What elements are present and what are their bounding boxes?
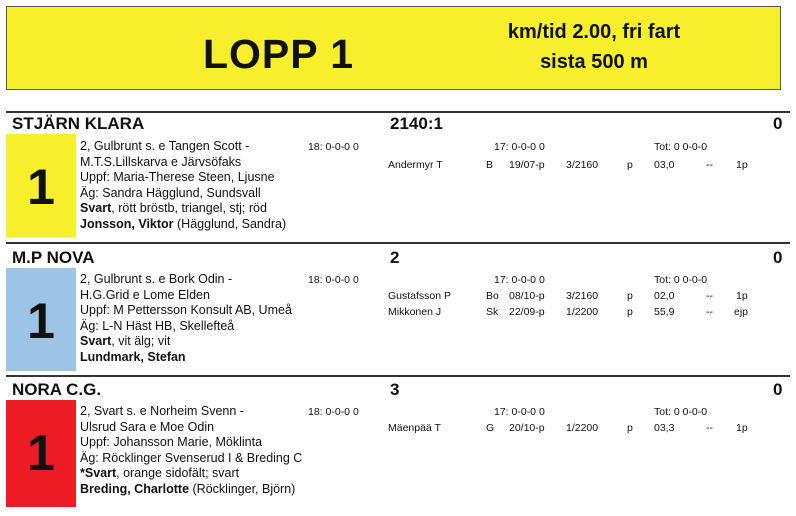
driver-line: Lundmark, Stefan (80, 349, 186, 364)
pedigree-line: Ulsrud Sara e Moe Odin (80, 419, 215, 434)
start-time: 03,0 (654, 159, 675, 171)
horse-post: 3 (390, 380, 400, 399)
driver-line: Jonsson, Viktor (Hägglund, Sandra) (80, 216, 287, 231)
start-number-box (6, 268, 76, 371)
start-driver: Andermyr T (388, 159, 443, 171)
start-p: p (627, 159, 633, 171)
start-place: 1p (736, 422, 748, 434)
horse-name: STJÄRN KLARA (12, 114, 145, 133)
start-p: p (627, 290, 633, 302)
start-number: 1 (27, 159, 55, 215)
stat-total: Tot: 0 0-0-0 (654, 141, 708, 153)
start-track: 1/2200 (566, 306, 599, 318)
start-dash: -- (706, 290, 713, 302)
stat-18: 18: 0-0-0 0 (308, 406, 359, 418)
start-place: 1p (736, 290, 748, 302)
start-number: 1 (27, 425, 55, 481)
start-code: Sk (486, 306, 499, 318)
race-title: LOPP 1 (203, 31, 355, 77)
start-track: 3/2160 (566, 290, 599, 302)
start-code: B (486, 159, 494, 171)
start-number-box (6, 134, 76, 237)
colors-line: Svart, rött bröstb, triangel, stj; röd (80, 201, 267, 215)
start-place: 1p (736, 159, 748, 171)
start-time: 03,3 (654, 422, 675, 434)
stat-17: 17: 0-0-0 0 (494, 274, 545, 286)
horse-name: M.P NOVA (12, 248, 95, 267)
breeder: Uppf: Maria-Therese Steen, Ljusne (80, 170, 275, 184)
start-driver: Gustafsson P (388, 290, 452, 302)
pedigree-line: 2, Gulbrunt s. e Tangen Scott - (80, 139, 250, 153)
stat-total: Tot: 0 0-0-0 (654, 274, 708, 286)
start-code: G (486, 422, 495, 434)
race-header (6, 6, 781, 90)
colors-line: Svart, vit älg; vit (80, 334, 171, 348)
start-time: 02,0 (654, 290, 675, 302)
horse-total: 0 (773, 380, 783, 399)
start-dash: -- (706, 159, 713, 171)
pedigree-line: H.G.Grid e Lome Elden (80, 287, 210, 302)
start-number-box (6, 400, 76, 507)
colors-line: *Svart, orange sidofält; svart (80, 466, 240, 480)
owner: Äg: Sandra Hägglund, Sundsvall (80, 185, 261, 200)
pedigree-line: 2, Gulbrunt s. e Bork Odin - (80, 272, 233, 286)
pedigree-line: M.T.S.Lillskarva e Järvsöfaks (80, 154, 242, 169)
start-date: 22/09-p (509, 306, 545, 318)
horse-total: 0 (773, 248, 783, 267)
driver-line: Breding, Charlotte (Röcklinger, Björn) (80, 481, 296, 496)
start-p: p (627, 306, 633, 318)
start-track: 3/2160 (566, 159, 599, 171)
owner: Äg: Röcklinger Svenserud I & Breding C (80, 450, 303, 465)
start-place: ejp (734, 306, 749, 318)
breeder: Uppf: Johansson Marie, Möklinta (80, 435, 263, 449)
start-dash: -- (706, 306, 713, 318)
stat-total: Tot: 0 0-0-0 (654, 406, 708, 418)
start-dash: -- (706, 422, 713, 434)
horse-name: NORA C.G. (12, 380, 102, 399)
separator (6, 242, 790, 244)
stat-17: 17: 0-0-0 0 (494, 141, 545, 153)
start-driver: Mikkonen J (388, 306, 442, 318)
stat-17: 17: 0-0-0 0 (494, 406, 545, 418)
race-distance-info: km/tid 2.00, fri fart (507, 21, 681, 43)
start-driver: Mäenpää T (388, 422, 441, 434)
horse-post: 2 (390, 248, 400, 267)
horse-info (80, 404, 302, 497)
horse-info (80, 139, 286, 232)
stat-18: 18: 0-0-0 0 (308, 141, 359, 153)
start-track: 1/2200 (566, 422, 599, 434)
start-number: 1 (27, 293, 55, 349)
horse-entry (6, 248, 790, 372)
start-date: 08/10-p (509, 290, 545, 302)
separator (6, 111, 790, 113)
start-time: 55,9 (654, 306, 675, 318)
stat-18: 18: 0-0-0 0 (308, 274, 359, 286)
horse-entry (6, 114, 790, 238)
horse-entry (6, 380, 790, 504)
horse-info (80, 272, 292, 365)
horse-total: 0 (773, 114, 783, 133)
pedigree-line: 2, Svart s. e Norheim Svenn - (80, 404, 244, 418)
start-p: p (627, 422, 633, 434)
owner: Äg: L-N Häst HB, Skellefteå (80, 318, 235, 333)
start-date: 19/07-p (509, 159, 545, 171)
start-date: 20/10-p (509, 422, 545, 434)
horse-post: 2140:1 (390, 114, 443, 133)
breeder: Uppf: M Pettersson Konsult AB, Umeå (80, 303, 292, 317)
race-finish-info: sista 500 m (540, 51, 648, 73)
separator (6, 375, 790, 377)
start-code: Bo (486, 290, 499, 302)
